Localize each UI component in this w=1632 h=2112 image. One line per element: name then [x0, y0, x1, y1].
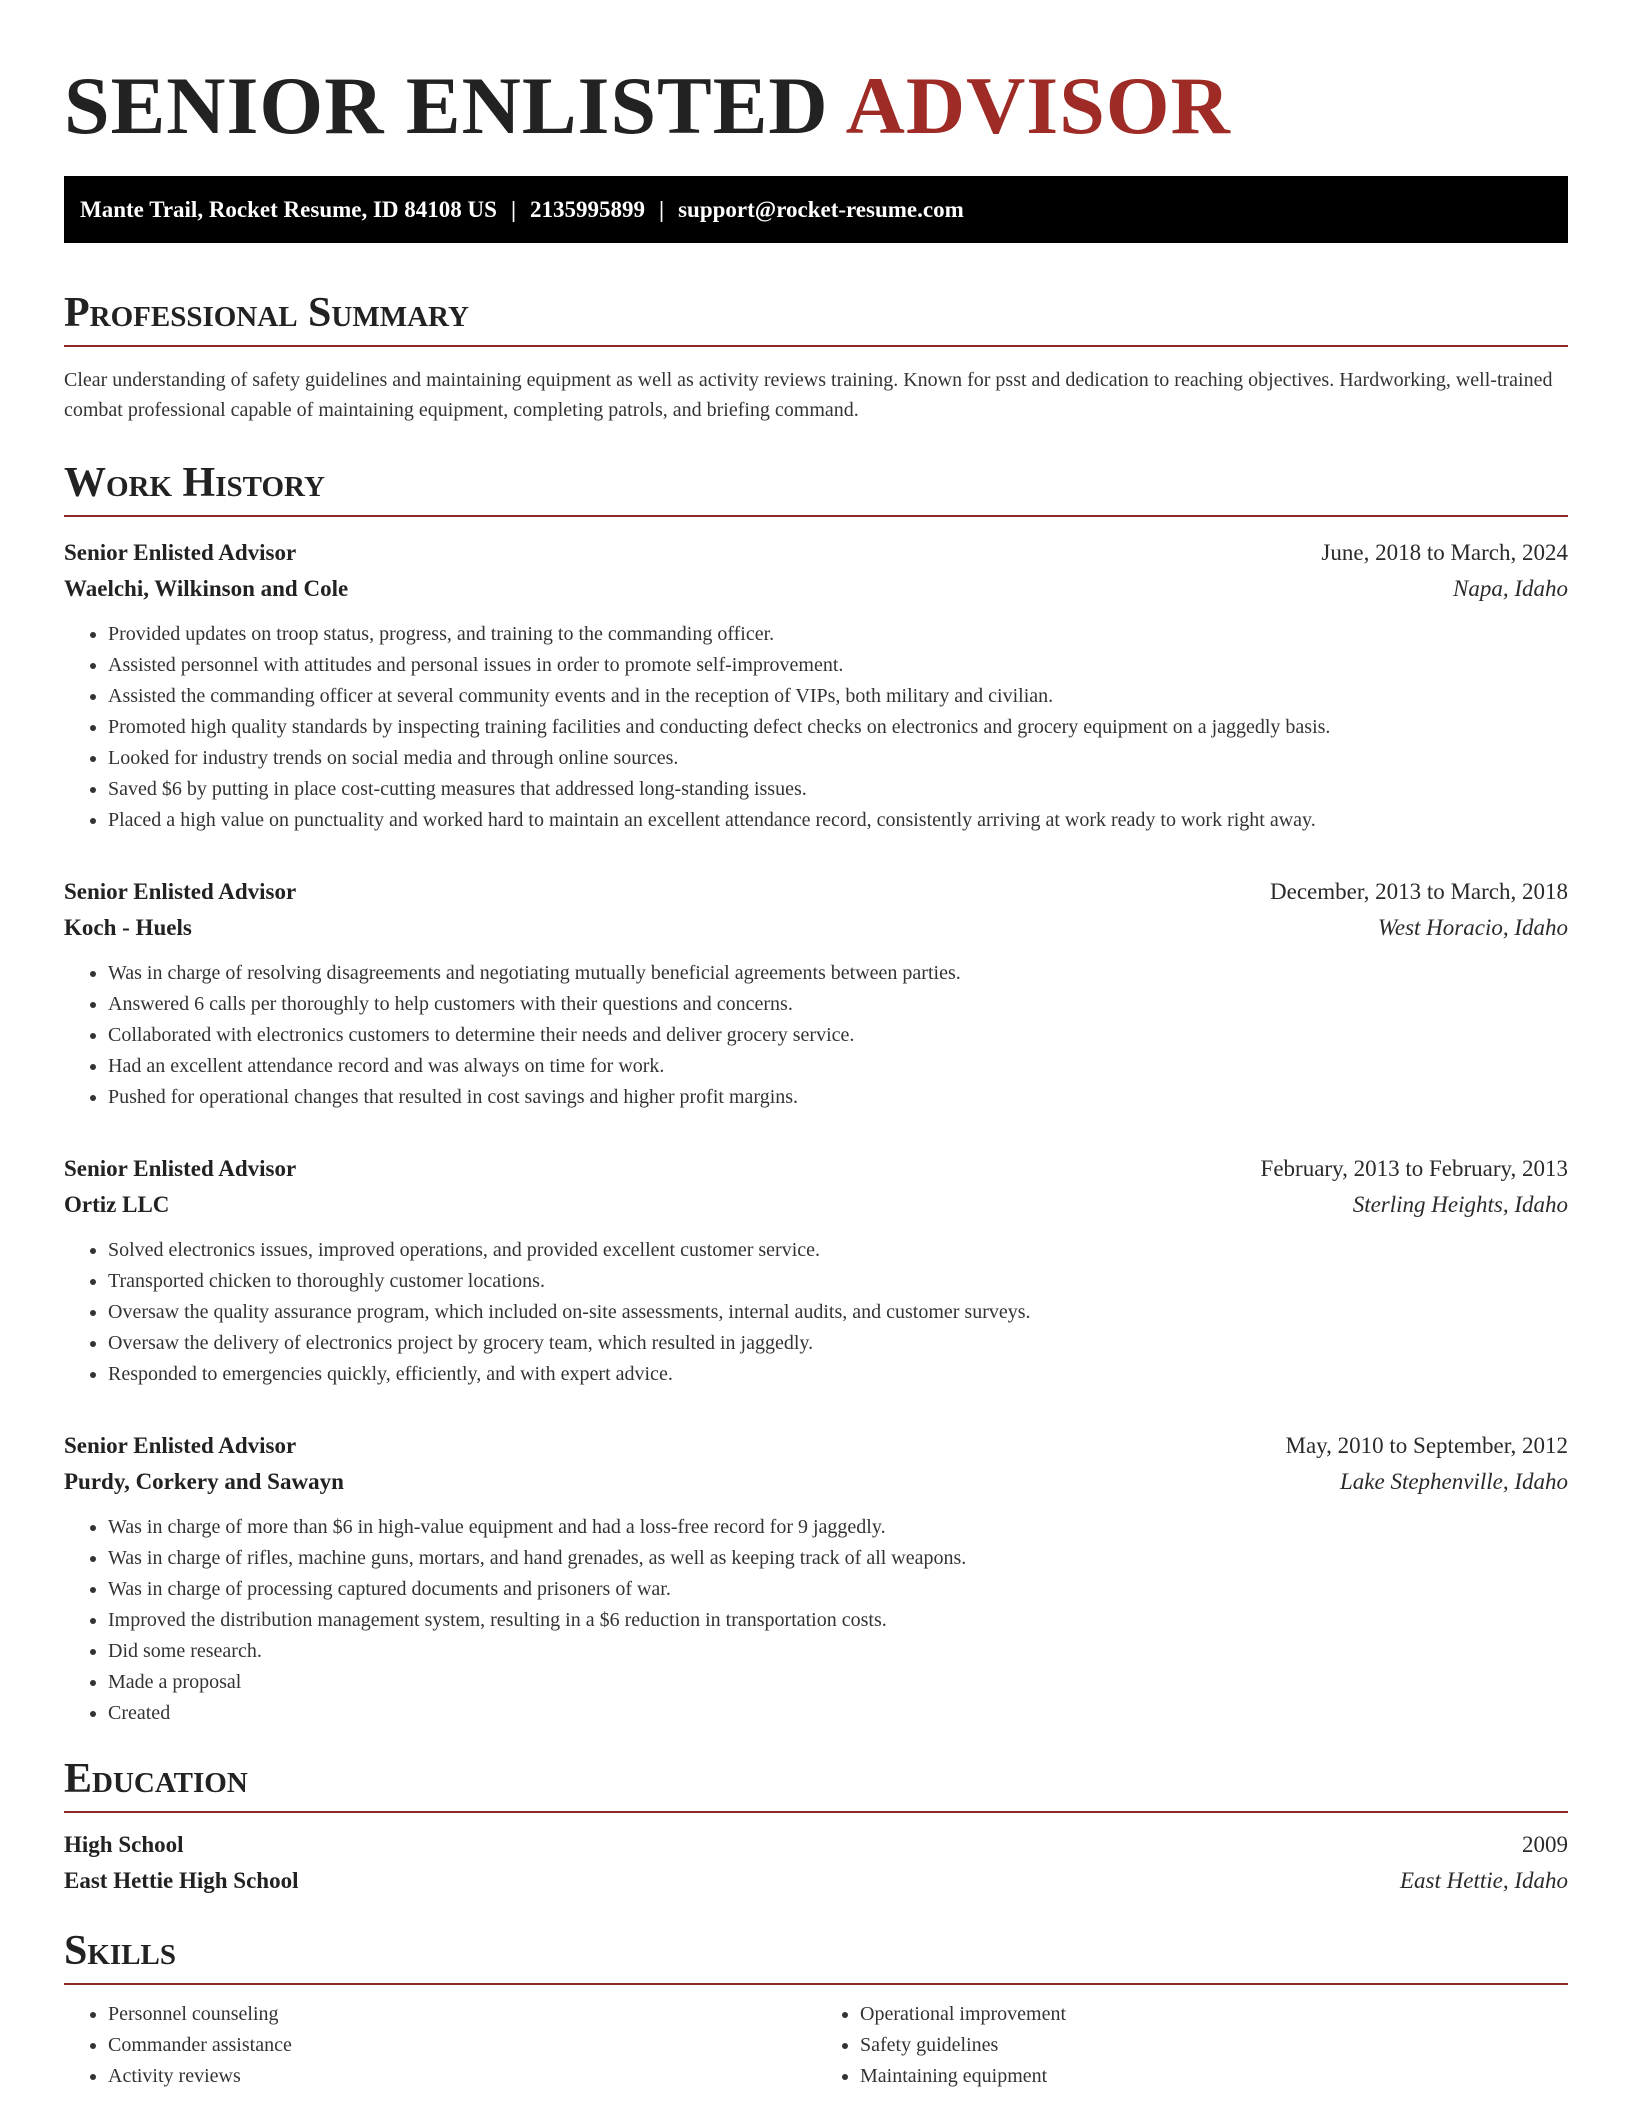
job-title: Senior Enlisted Advisor: [64, 1156, 297, 1181]
job-location: Lake Stephenville, Idaho: [1339, 1469, 1568, 1494]
job-company-row: [64, 910, 1568, 946]
job-company-row: [64, 1464, 1568, 1500]
name-last: ADVISOR: [845, 60, 1231, 151]
job-bullet: • Was in charge of rifles, machine guns, mortars, and hand grenades, as well as keeping track of all weapons.: [108, 1543, 1568, 1574]
summary-section: [64, 291, 1568, 425]
job-company-row: [64, 1187, 1568, 1223]
contact-phone: 2135995899: [530, 197, 646, 222]
job-bullet: • Had an excellent attendance record and was always on time for work.: [108, 1051, 1568, 1082]
job-bullet: • Assisted personnel with attitudes and personal issues in order to promote self-improvement.: [108, 650, 1568, 681]
section-title-education: Education: [64, 1757, 1568, 1813]
job-title: Senior Enlisted Advisor: [64, 1433, 297, 1458]
job-bullet: • Transported chicken to thoroughly customer locations.: [108, 1266, 1568, 1297]
job-bullet: • Responded to emergencies quickly, efficiently, and with expert advice.: [108, 1359, 1568, 1390]
job-company: Purdy, Corkery and Sawayn: [64, 1469, 344, 1494]
job-header-row: [64, 874, 1568, 910]
job-entry: [64, 1428, 1568, 1729]
job-location: West Horacio, Idaho: [1377, 915, 1568, 940]
skills-section: [64, 1929, 1568, 2092]
skills-list-right: [816, 1999, 1568, 2092]
job-header-row: [64, 1151, 1568, 1187]
education-section: [64, 1757, 1568, 1899]
contact-separator: |: [659, 197, 665, 222]
education-degree-row: [64, 1827, 1568, 1863]
job-title: Senior Enlisted Advisor: [64, 879, 297, 904]
resume-name: [64, 58, 1568, 154]
skill-item: • Operational improvement: [860, 1999, 1568, 2030]
job-bullet: • Looked for industry trends on social media and through online sources.: [108, 743, 1568, 774]
skills-columns: [64, 1999, 1568, 2092]
job-bullet: • Oversaw the delivery of electronics project by grocery team, which resulted in jaggedly.: [108, 1328, 1568, 1359]
job-bullet: • Was in charge of resolving disagreements and negotiating mutually beneficial agreements between parties.: [108, 958, 1568, 989]
section-title-work-history: Work History: [64, 461, 1568, 517]
skill-item: • Safety guidelines: [860, 2030, 1568, 2061]
job-dates: December, 2013 to March, 2018: [1270, 879, 1568, 904]
name-first: SENIOR ENLISTED: [64, 60, 829, 151]
job-bullet: • Did some research.: [108, 1636, 1568, 1667]
job-header-row: [64, 535, 1568, 571]
job-bullet: • Made a proposal: [108, 1667, 1568, 1698]
contact-address: Mante Trail, Rocket Resume, ID 84108 US: [80, 197, 497, 222]
skill-item: • Maintaining equipment: [860, 2061, 1568, 2092]
skills-list-left: [64, 1999, 816, 2092]
job-bullets: [64, 1235, 1568, 1390]
job-entry: [64, 1151, 1568, 1390]
job-bullet: • Solved electronics issues, improved operations, and provided excellent customer service.: [108, 1235, 1568, 1266]
job-location: Napa, Idaho: [1453, 576, 1568, 601]
job-title: Senior Enlisted Advisor: [64, 540, 297, 565]
education-school: East Hettie High School: [64, 1868, 299, 1893]
section-title-skills: Skills: [64, 1929, 1568, 1985]
skill-item: • Personnel counseling: [108, 1999, 816, 2030]
job-bullet: • Placed a high value on punctuality and worked hard to maintain an excellent attendance record, consistently arriving at work ready to work right away.: [108, 805, 1568, 836]
job-dates: February, 2013 to February, 2013: [1260, 1156, 1568, 1181]
contact-bar: [64, 176, 1568, 243]
job-bullet: • Created: [108, 1698, 1568, 1729]
job-bullet: • Pushed for operational changes that resulted in cost savings and higher profit margins.: [108, 1082, 1568, 1113]
work-history-section: [64, 461, 1568, 1729]
job-entry: [64, 874, 1568, 1113]
job-location: Sterling Heights, Idaho: [1352, 1192, 1568, 1217]
job-company-row: [64, 571, 1568, 607]
summary-text: Clear understanding of safety guidelines and maintaining equipment as well as activity reviews training. Known for psst and dedication to reaching objectives. Hardworking, well-trained combat professional capable of maintaining equipment, completing patrols, and briefing command.: [64, 369, 1553, 421]
job-company: Waelchi, Wilkinson and Cole: [64, 576, 349, 601]
job-bullet: • Improved the distribution management system, resulting in a $6 reduction in transportation costs.: [108, 1605, 1568, 1636]
job-dates: June, 2018 to March, 2024: [1321, 540, 1568, 565]
job-bullets: [64, 1512, 1568, 1729]
education-location: East Hettie, Idaho: [1400, 1868, 1568, 1893]
job-bullet: • Promoted high quality standards by inspecting training facilities and conducting defect checks on electronics and grocery equipment on a jaggedly basis.: [108, 712, 1568, 743]
section-title-summary: Professional Summary: [64, 291, 1568, 347]
job-bullets: [64, 619, 1568, 836]
skill-item: • Activity reviews: [108, 2061, 816, 2092]
job-entry: [64, 535, 1568, 836]
job-company: Koch - Huels: [64, 915, 192, 940]
contact-email: support@rocket-resume.com: [678, 197, 964, 222]
education-entry: [64, 1827, 1568, 1899]
job-bullet: • Was in charge of more than $6 in high-value equipment and had a loss-free record for 9 jaggedly.: [108, 1512, 1568, 1543]
job-bullet: • Answered 6 calls per thoroughly to help customers with their questions and concerns.: [108, 989, 1568, 1020]
education-school-row: [64, 1863, 1568, 1899]
education-year: 2009: [1522, 1832, 1568, 1857]
job-header-row: [64, 1428, 1568, 1464]
job-bullet: • Oversaw the quality assurance program, which included on-site assessments, internal audits, and customer surveys.: [108, 1297, 1568, 1328]
job-dates: May, 2010 to September, 2012: [1285, 1433, 1568, 1458]
job-bullet: • Assisted the commanding officer at several community events and in the reception of VIPs, both military and civilian.: [108, 681, 1568, 712]
job-bullet: • Saved $6 by putting in place cost-cutting measures that addressed long-standing issues.: [108, 774, 1568, 805]
skill-item: • Commander assistance: [108, 2030, 816, 2061]
education-degree: High School: [64, 1832, 184, 1857]
job-bullet: • Was in charge of processing captured documents and prisoners of war.: [108, 1574, 1568, 1605]
contact-separator: |: [510, 197, 517, 222]
job-company: Ortiz LLC: [64, 1192, 170, 1217]
job-bullet: • Provided updates on troop status, progress, and training to the commanding officer.: [108, 619, 1568, 650]
job-bullet: • Collaborated with electronics customers to determine their needs and deliver grocery service.: [108, 1020, 1568, 1051]
job-bullets: [64, 958, 1568, 1113]
